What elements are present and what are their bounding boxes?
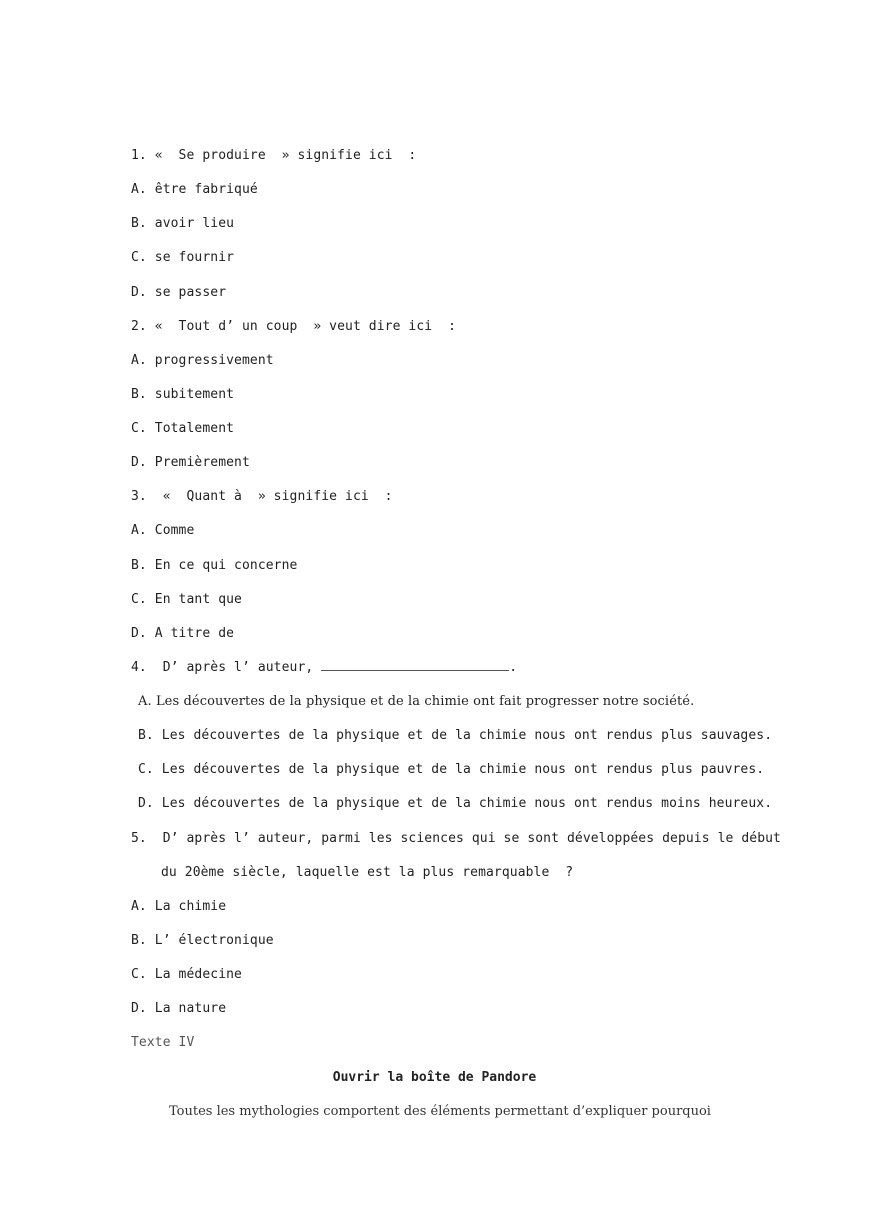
- question-4-option-b: B. Les découvertes de la physique et de la chimie nous ont rendus plus sauvages.: [138, 728, 773, 743]
- question-4-option-d: D. Les découvertes de la physique et de la chimie nous ont rendus moins heureux.: [138, 796, 773, 811]
- question-2-stem: 2. « Tout d’ un coup » veut dire ici :: [131, 319, 456, 334]
- article-first-line: Toutes les mythologies comportent des éléments permettant d’expliquer pourquoi: [169, 1104, 711, 1119]
- question-1-option-d: D. se passer: [131, 285, 227, 300]
- question-1-option-c: C. se fournir: [131, 250, 235, 265]
- question-2-option-d: D. Premièrement: [131, 455, 250, 470]
- question-5-stem-line-2: du 20ème siècle, laquelle est la plus remarquable ?: [161, 865, 574, 880]
- question-3-option-c: C. En tant que: [131, 592, 242, 607]
- question-5-stem-line-1: 5. D’ après l’ auteur, parmi les sciences qui se sont développées depuis le début: [131, 831, 781, 846]
- question-3-option-b: B. En ce qui concerne: [131, 558, 298, 573]
- question-4-stem-end: .: [509, 660, 518, 675]
- section-label: Texte IV: [131, 1035, 195, 1050]
- question-4-stem-text: 4. D’ après l’ auteur,: [131, 660, 322, 675]
- question-4-stem: [131, 659, 517, 677]
- question-5-option-b: B. L’ électronique: [131, 933, 274, 948]
- question-3-stem: 3. « Quant à » signifie ici :: [131, 489, 393, 504]
- question-1-option-b: B. avoir lieu: [131, 216, 235, 231]
- question-2-option-a: A. progressivement: [131, 353, 274, 368]
- question-1-stem: 1. « Se produire » signifie ici :: [131, 148, 417, 163]
- question-1-option-a: A. être fabriqué: [131, 182, 258, 197]
- question-5-option-a: A. La chimie: [131, 899, 227, 914]
- question-4-option-c: C. Les découvertes de la physique et de la chimie nous ont rendus plus pauvres.: [138, 762, 765, 777]
- question-2-option-c: C. Totalement: [131, 421, 235, 436]
- question-5-option-c: C. La médecine: [131, 967, 242, 982]
- question-3-option-a: A. Comme: [131, 523, 195, 538]
- question-2-option-b: B. subitement: [131, 387, 235, 402]
- article-title: Ouvrir la boîte de Pandore: [332, 1070, 537, 1085]
- question-3-option-d: D. A titre de: [131, 626, 235, 641]
- question-4-option-a: A. Les découvertes de la physique et de la chimie ont fait progresser notre société.: [138, 694, 695, 709]
- question-5-option-d: D. La nature: [131, 1001, 227, 1016]
- answer-blank: [321, 659, 509, 671]
